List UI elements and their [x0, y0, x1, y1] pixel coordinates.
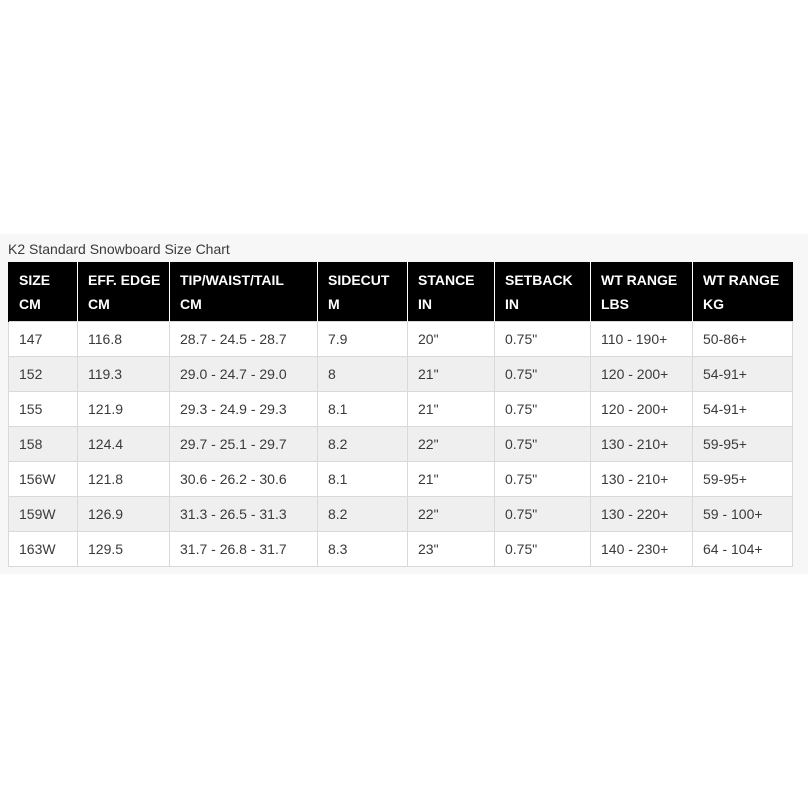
cell-wt-range-kg: 59-95+ — [693, 462, 793, 497]
cell-stance: 20" — [408, 322, 495, 357]
cell-wt-range-lbs: 130 - 210+ — [591, 462, 693, 497]
table-row — [9, 532, 793, 567]
cell-size: 155 — [9, 392, 78, 427]
cell-sidecut: 7.9 — [318, 322, 408, 357]
cell-wt-range-kg: 64 - 104+ — [693, 532, 793, 567]
cell-wt-range-kg: 59 - 100+ — [693, 497, 793, 532]
cell-tip-waist-tail: 29.0 - 24.7 - 29.0 — [170, 357, 318, 392]
col-header-tip-waist-tail: TIP/WAIST/TAIL CM — [170, 262, 318, 322]
table-row — [9, 497, 793, 532]
col-header-eff-edge: EFF. EDGE CM — [78, 262, 170, 322]
cell-wt-range-kg: 50-86+ — [693, 322, 793, 357]
cell-eff-edge: 119.3 — [78, 357, 170, 392]
cell-wt-range-kg: 54-91+ — [693, 392, 793, 427]
cell-size: 147 — [9, 322, 78, 357]
cell-setback: 0.75" — [495, 462, 591, 497]
table-row — [9, 392, 793, 427]
cell-wt-range-lbs: 130 - 210+ — [591, 427, 693, 462]
table-caption: K2 Standard Snowboard Size Chart — [8, 241, 230, 257]
cell-setback: 0.75" — [495, 497, 591, 532]
cell-stance: 23" — [408, 532, 495, 567]
size-chart-table — [8, 262, 793, 567]
table-row — [9, 427, 793, 462]
cell-tip-waist-tail: 29.7 - 25.1 - 29.7 — [170, 427, 318, 462]
col-header-wt-range-kg: WT RANGE KG — [693, 262, 793, 322]
cell-sidecut: 8 — [318, 357, 408, 392]
cell-setback: 0.75" — [495, 427, 591, 462]
cell-sidecut: 8.3 — [318, 532, 408, 567]
cell-stance: 22" — [408, 427, 495, 462]
col-header-wt-range-lbs: WT RANGE LBS — [591, 262, 693, 322]
cell-tip-waist-tail: 31.7 - 26.8 - 31.7 — [170, 532, 318, 567]
cell-setback: 0.75" — [495, 392, 591, 427]
cell-size: 158 — [9, 427, 78, 462]
cell-wt-range-lbs: 130 - 220+ — [591, 497, 693, 532]
cell-eff-edge: 129.5 — [78, 532, 170, 567]
col-header-size: SIZE CM — [9, 262, 78, 322]
cell-tip-waist-tail: 29.3 - 24.9 - 29.3 — [170, 392, 318, 427]
cell-wt-range-kg: 54-91+ — [693, 357, 793, 392]
cell-sidecut: 8.2 — [318, 497, 408, 532]
cell-sidecut: 8.2 — [318, 427, 408, 462]
col-header-sidecut: SIDECUT M — [318, 262, 408, 322]
cell-setback: 0.75" — [495, 322, 591, 357]
cell-sidecut: 8.1 — [318, 462, 408, 497]
cell-stance: 21" — [408, 357, 495, 392]
cell-tip-waist-tail: 28.7 - 24.5 - 28.7 — [170, 322, 318, 357]
table-row — [9, 462, 793, 497]
cell-wt-range-lbs: 120 - 200+ — [591, 357, 693, 392]
cell-sidecut: 8.1 — [318, 392, 408, 427]
cell-eff-edge: 121.9 — [78, 392, 170, 427]
cell-wt-range-lbs: 140 - 230+ — [591, 532, 693, 567]
cell-wt-range-lbs: 120 - 200+ — [591, 392, 693, 427]
cell-eff-edge: 124.4 — [78, 427, 170, 462]
cell-wt-range-kg: 59-95+ — [693, 427, 793, 462]
cell-wt-range-lbs: 110 - 190+ — [591, 322, 693, 357]
table-row — [9, 322, 793, 357]
cell-stance: 22" — [408, 497, 495, 532]
cell-stance: 21" — [408, 462, 495, 497]
cell-eff-edge: 126.9 — [78, 497, 170, 532]
cell-size: 163W — [9, 532, 78, 567]
cell-setback: 0.75" — [495, 357, 591, 392]
cell-eff-edge: 116.8 — [78, 322, 170, 357]
table-row — [9, 357, 793, 392]
cell-size: 159W — [9, 497, 78, 532]
cell-tip-waist-tail: 31.3 - 26.5 - 31.3 — [170, 497, 318, 532]
cell-size: 152 — [9, 357, 78, 392]
cell-size: 156W — [9, 462, 78, 497]
cell-stance: 21" — [408, 392, 495, 427]
col-header-stance: STANCE IN — [408, 262, 495, 322]
cell-setback: 0.75" — [495, 532, 591, 567]
header-row — [9, 262, 793, 322]
cell-tip-waist-tail: 30.6 - 26.2 - 30.6 — [170, 462, 318, 497]
cell-eff-edge: 121.8 — [78, 462, 170, 497]
col-header-setback: SETBACK IN — [495, 262, 591, 322]
